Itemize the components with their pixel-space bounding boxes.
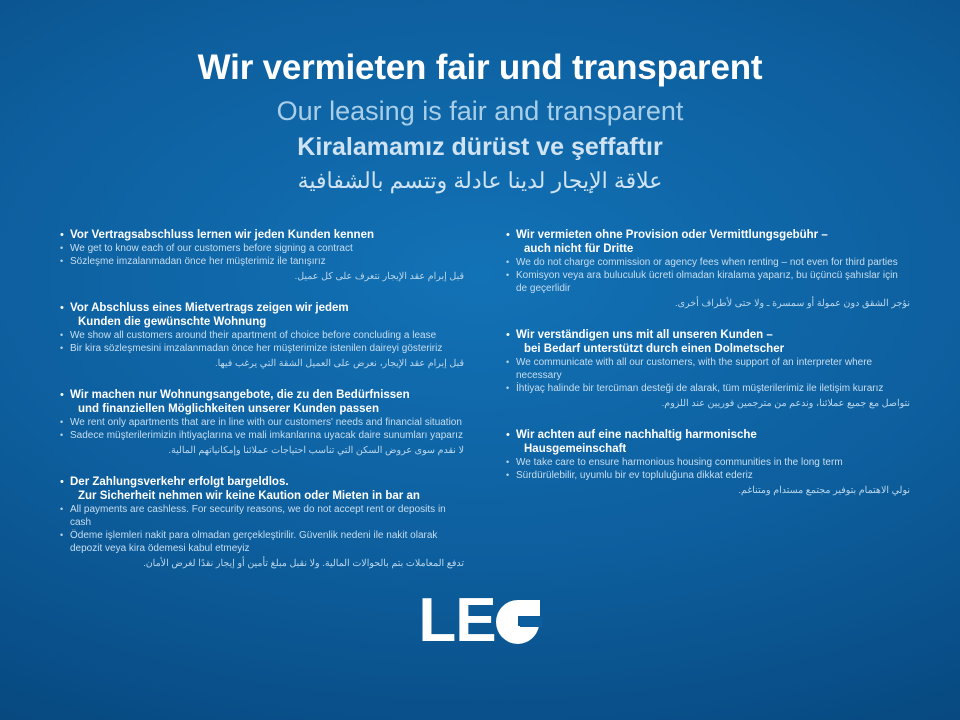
bullet-icon: • bbox=[60, 504, 64, 514]
bullet-block bbox=[506, 328, 910, 411]
bullet-icon: • bbox=[506, 429, 510, 441]
bullet-icon: • bbox=[506, 457, 510, 467]
bullet-line-tr bbox=[60, 255, 464, 268]
bullet-text-german-line1: Wir machen nur Wohnungsangebote, die zu den Bedürfnissen bbox=[70, 389, 410, 401]
bullet-icon: • bbox=[60, 476, 64, 488]
bullet-block bbox=[60, 301, 464, 371]
bullet-line-en bbox=[60, 242, 464, 255]
bullet-block bbox=[506, 228, 910, 311]
bullet-line-tr bbox=[60, 529, 464, 555]
bullet-text-arabic: نولي الاهتمام بتوفير مجتمع مستدام ومتناغم. bbox=[738, 485, 910, 496]
bullet-line-tr bbox=[506, 469, 910, 482]
bullet-block bbox=[60, 228, 464, 284]
bullet-text-arabic: نتواصل مع جميع عملائنا، وندعم من مترجمين فوريين عند اللزوم. bbox=[661, 398, 910, 409]
bullet-text-turkish: Sadece müşterilerimizin ihtiyaçlarına ve mali imkanlarına uyacak daire sunumları yaparız bbox=[70, 430, 463, 441]
bullet-line-de bbox=[60, 475, 464, 503]
logo-letters: LE bbox=[418, 586, 496, 655]
title-turkish: Kiralamamız dürüst ve şeffaftır bbox=[297, 133, 663, 162]
title-english: Our leasing is fair and transparent bbox=[276, 96, 684, 127]
bullet-line-de bbox=[506, 328, 910, 356]
column-right bbox=[506, 228, 910, 571]
bullet-icon: • bbox=[506, 270, 510, 280]
bullet-line-en bbox=[506, 456, 910, 469]
bullet-line-tr bbox=[60, 342, 464, 355]
bullet-line-de bbox=[506, 228, 910, 256]
bullet-line-de bbox=[506, 428, 910, 456]
bullet-text-german bbox=[70, 388, 410, 416]
bullet-text-german bbox=[70, 475, 420, 503]
bullet-block bbox=[506, 428, 910, 498]
bullet-icon: • bbox=[60, 302, 64, 314]
bullet-icon: • bbox=[506, 329, 510, 341]
bullet-text-german-line1: Der Zahlungsverkehr erfolgt bargeldlos. bbox=[70, 476, 289, 488]
bullet-line-de bbox=[60, 301, 464, 329]
bullet-text-german-line1: Wir achten auf eine nachhaltig harmonische bbox=[516, 429, 757, 441]
bullet-icon: • bbox=[506, 383, 510, 393]
content-columns bbox=[60, 228, 910, 571]
bullet-text-turkish: Sözleşme imzalanmadan önce her müşterimiz ile tanışırız bbox=[70, 256, 326, 267]
column-left bbox=[60, 228, 464, 571]
bullet-text-turkish: Bir kira sözleşmesini imzalanmadan önce her müşterimize istenilen daireyi gösteririz bbox=[70, 343, 443, 354]
bullet-icon: • bbox=[506, 257, 510, 267]
bullet-text-german-line2: auch nicht für Dritte bbox=[524, 243, 634, 255]
leg-logo bbox=[0, 585, 960, 655]
bullet-text-german-line1: Wir verständigen uns mit all unseren Kunden – bbox=[516, 329, 773, 341]
bullet-icon: • bbox=[60, 330, 64, 340]
bullet-icon: • bbox=[506, 470, 510, 480]
logo-wordmark bbox=[418, 585, 541, 656]
bullet-text-german bbox=[516, 228, 828, 256]
bullet-text-german-line1: Wir vermieten ohne Provision oder Vermittlungsgebühr – bbox=[516, 229, 828, 241]
bullet-line-en bbox=[60, 416, 464, 429]
bullet-text-arabic: قبل إبرام عقد الإيجار، نعرض على العميل الشقة التي يرغب فيها. bbox=[215, 358, 464, 369]
bullet-text-english: We get to know each of our customers before signing a contract bbox=[70, 243, 353, 254]
title-german: Wir vermieten fair und transparent bbox=[197, 48, 763, 87]
bullet-line-en bbox=[60, 329, 464, 342]
bullet-text-german-line2: Kunden die gewünschte Wohnung bbox=[78, 316, 267, 328]
bullet-icon: • bbox=[60, 389, 64, 401]
bullet-text-turkish: Sürdürülebilir, uyumlu bir ev topluluğuna dikkat ederiz bbox=[516, 470, 753, 481]
bullet-icon: • bbox=[506, 229, 510, 241]
bullet-icon: • bbox=[60, 229, 64, 241]
bullet-text-german bbox=[516, 328, 784, 356]
bullet-text-turkish: Komisyon veya ara buluculuk ücreti olmadan kiralama yaparız, bu üçüncü şahıslar için de geçerlidir bbox=[516, 270, 898, 294]
bullet-line-tr bbox=[506, 269, 910, 295]
bullet-text-german-line2: und finanziellen Möglichkeiten unserer Kunden passen bbox=[78, 403, 379, 415]
bullet-text-arabic: لا نقدم سوى عروض السكن التي تناسب احتياجات عملائنا وإمكانياتهم المالية. bbox=[168, 445, 464, 456]
bullet-text-arabic: تدفع المعاملات بتم بالحوالات المالية. ولا نقبل مبلغ تأمين أو إيجار نقدًا لغرض الأمان. bbox=[143, 558, 464, 569]
bullet-text-german: Vor Vertragsabschluss lernen wir jeden Kunden kennen bbox=[70, 229, 374, 241]
leg-g-mark-icon bbox=[494, 598, 542, 646]
bullet-text-english: We rent only apartments that are in line with our customers' needs and financial situation bbox=[70, 417, 462, 428]
title-arabic: علاقة الإيجار لدينا عادلة وتتسم بالشفافية bbox=[297, 167, 663, 193]
bullet-text-english: All payments are cashless. For security reasons, we do not accept rent or deposits in cash bbox=[70, 504, 446, 528]
slide-headings bbox=[0, 48, 960, 196]
bullet-line-de bbox=[60, 228, 464, 242]
bullet-text-english: We communicate with all our customers, with the support of an interpreter where necessary bbox=[516, 357, 873, 381]
bullet-text-english: We show all customers around their apartment of choice before concluding a lease bbox=[70, 330, 437, 341]
bullet-block bbox=[60, 388, 464, 458]
bullet-icon: • bbox=[506, 357, 510, 367]
bullet-line-tr bbox=[60, 429, 464, 442]
bullet-text-german bbox=[70, 301, 349, 329]
bullet-text-german-line2: bei Bedarf unterstützt durch einen Dolmetscher bbox=[524, 343, 785, 355]
bullet-line-tr bbox=[506, 382, 910, 395]
bullet-icon: • bbox=[60, 417, 64, 427]
bullet-text-german-line1: Vor Abschluss eines Mietvertrags zeigen wir jedem bbox=[70, 302, 349, 314]
bullet-line-de bbox=[60, 388, 464, 416]
bullet-text-english: We do not charge commission or agency fees when renting – not even for third parties bbox=[516, 257, 898, 268]
bullet-icon: • bbox=[60, 343, 64, 353]
bullet-line-en bbox=[60, 503, 464, 529]
bullet-icon: • bbox=[60, 530, 64, 540]
bullet-icon: • bbox=[60, 243, 64, 253]
bullet-text-turkish: Ödeme işlemleri nakit para olmadan gerçekleştirilir. Güvenlik nedeni ile nakit olarak depozit veya kira ödemesi kabul etmeyiz bbox=[70, 530, 438, 554]
bullet-line-en bbox=[506, 356, 910, 382]
bullet-text-english: We take care to ensure harmonious housing communities in the long term bbox=[516, 457, 843, 468]
bullet-text-german-line2: Zur Sicherheit nehmen wir keine Kaution oder Mieten in bar an bbox=[78, 490, 420, 502]
bullet-icon: • bbox=[60, 430, 64, 440]
bullet-text-arabic: قبل إبرام عقد الإيجار نتعرف على كل عميل. bbox=[294, 271, 464, 282]
bullet-text-german-line2: Hausgemeinschaft bbox=[524, 443, 627, 455]
bullet-block bbox=[60, 475, 464, 571]
bullet-text-german bbox=[516, 428, 757, 456]
bullet-line-en bbox=[506, 256, 910, 269]
bullet-text-turkish: İhtiyaç halinde bir tercüman desteği de alarak, tüm müşterilerimiz ile iletişim kurarız bbox=[516, 383, 884, 394]
bullet-icon: • bbox=[60, 256, 64, 266]
bullet-text-arabic: نؤجر الشقق دون عمولة أو سمسرة ـ ولا حتى لأطراف أخرى. bbox=[674, 298, 910, 309]
